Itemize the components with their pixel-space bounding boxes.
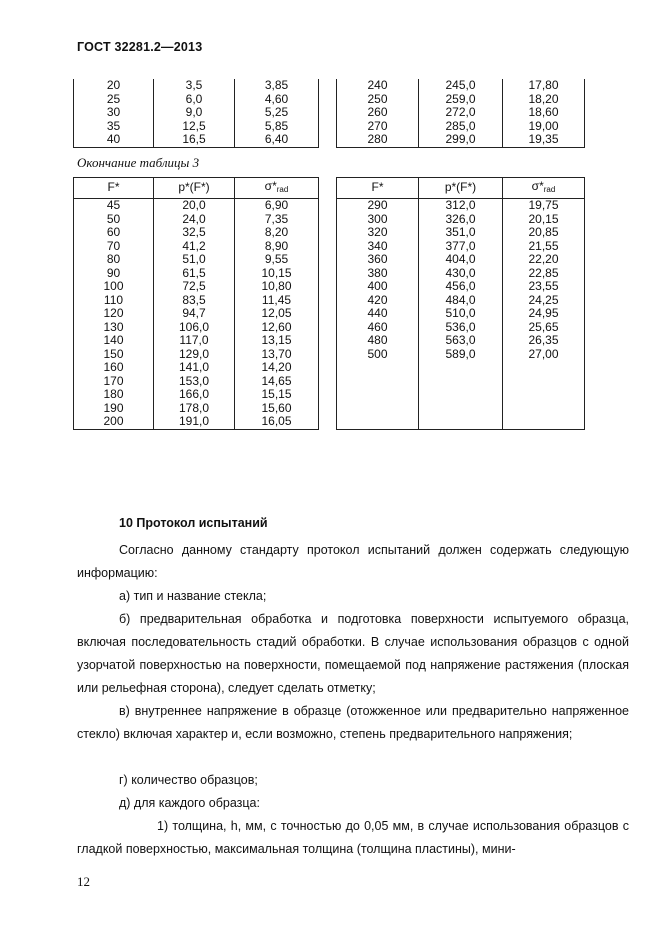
cell-sigma: 5,85 xyxy=(235,120,319,134)
table-row xyxy=(74,213,319,227)
cell-pf: 245,0 xyxy=(419,79,503,93)
cell-f: 60 xyxy=(74,226,154,240)
table-row xyxy=(74,415,319,429)
cell-f: 190 xyxy=(74,402,154,416)
cell-sigma xyxy=(503,402,585,416)
cell-sigma: 24,25 xyxy=(503,294,585,308)
cell-pf: 41,2 xyxy=(154,240,235,254)
cell-pf: 94,7 xyxy=(154,307,235,321)
cell-sigma: 23,55 xyxy=(503,280,585,294)
cell-pf: 178,0 xyxy=(154,402,235,416)
cell-sigma xyxy=(503,375,585,389)
paragraph-item-g: г) количество образцов; xyxy=(119,773,258,787)
header-sigma xyxy=(503,178,585,199)
cell-sigma: 4,60 xyxy=(235,93,319,107)
cell-f xyxy=(337,375,419,389)
cell-sigma: 26,35 xyxy=(503,334,585,348)
cell-f: 280 xyxy=(337,133,419,147)
cell-f: 80 xyxy=(74,253,154,267)
cell-sigma: 7,35 xyxy=(235,213,319,227)
cell-f: 35 xyxy=(74,120,154,134)
cell-f: 100 xyxy=(74,280,154,294)
table-row xyxy=(74,253,319,267)
table-row xyxy=(337,388,585,402)
cell-f: 20 xyxy=(74,79,154,93)
cell-pf: 141,0 xyxy=(154,361,235,375)
cell-sigma xyxy=(503,415,585,429)
table-row xyxy=(74,375,319,389)
cell-pf: 536,0 xyxy=(419,321,503,335)
cell-sigma: 8,90 xyxy=(235,240,319,254)
table-row xyxy=(337,361,585,375)
cell-pf xyxy=(419,402,503,416)
cell-sigma: 5,25 xyxy=(235,106,319,120)
cell-pf: 51,0 xyxy=(154,253,235,267)
cell-sigma: 10,15 xyxy=(235,267,319,281)
cell-f: 45 xyxy=(74,199,154,213)
cell-f: 150 xyxy=(74,348,154,362)
cell-pf xyxy=(419,388,503,402)
header-f: F* xyxy=(337,178,419,199)
cell-pf: 510,0 xyxy=(419,307,503,321)
cell-sigma: 27,00 xyxy=(503,348,585,362)
table-row xyxy=(74,93,319,107)
cell-f: 500 xyxy=(337,348,419,362)
cell-sigma: 15,15 xyxy=(235,388,319,402)
cell-sigma: 25,65 xyxy=(503,321,585,335)
cell-sigma: 14,65 xyxy=(235,375,319,389)
table-row xyxy=(337,348,585,362)
cell-sigma: 21,55 xyxy=(503,240,585,254)
cell-f: 320 xyxy=(337,226,419,240)
sigma-symbol: σ* xyxy=(264,178,277,193)
table-row xyxy=(74,361,319,375)
cell-pf: 351,0 xyxy=(419,226,503,240)
page-number: 12 xyxy=(77,874,90,889)
cell-pf: 6,0 xyxy=(154,93,235,107)
table-row xyxy=(74,240,319,254)
cell-sigma: 19,35 xyxy=(503,133,585,147)
table-row xyxy=(337,415,585,429)
paragraph-intro: Согласно данному стандарту протокол испытаний должен содержать следующую информацию: xyxy=(77,543,629,580)
table-row xyxy=(74,334,319,348)
table-row xyxy=(337,402,585,416)
cell-f: 270 xyxy=(337,120,419,134)
cell-sigma: 13,15 xyxy=(235,334,319,348)
cell-pf: 430,0 xyxy=(419,267,503,281)
cell-sigma: 13,70 xyxy=(235,348,319,362)
cell-sigma: 11,45 xyxy=(235,294,319,308)
cell-pf: 61,5 xyxy=(154,267,235,281)
table-row xyxy=(74,280,319,294)
cell-pf xyxy=(419,361,503,375)
sigma-subscript: rad xyxy=(543,184,556,194)
table-row xyxy=(337,307,585,321)
paragraph-item-a: а) тип и название стекла; xyxy=(119,589,267,603)
cell-pf: 72,5 xyxy=(154,280,235,294)
table-caption: Окончание таблицы 3 xyxy=(77,155,200,170)
cell-pf: 16,5 xyxy=(154,133,235,147)
table-row xyxy=(74,199,319,213)
table-row xyxy=(337,120,585,134)
cell-sigma: 6,90 xyxy=(235,199,319,213)
cell-f: 480 xyxy=(337,334,419,348)
cell-pf: 259,0 xyxy=(419,93,503,107)
table-row xyxy=(337,375,585,389)
cell-pf: 377,0 xyxy=(419,240,503,254)
cell-pf: 272,0 xyxy=(419,106,503,120)
paragraph-item-d1: 1) толщина, h, мм, с точностью до 0,05 мм, в случае использования образцов с гладкой поверхностью, максимальная толщина (толщина пластины), мини- xyxy=(77,819,629,856)
header-sigma xyxy=(235,178,319,199)
table-row xyxy=(337,93,585,107)
cell-pf xyxy=(419,415,503,429)
cell-pf: 3,5 xyxy=(154,79,235,93)
table-main-right xyxy=(336,177,585,430)
table-row xyxy=(337,240,585,254)
cell-pf: 326,0 xyxy=(419,213,503,227)
cell-f: 110 xyxy=(74,294,154,308)
table-row xyxy=(74,106,319,120)
cell-f: 380 xyxy=(337,267,419,281)
table-row xyxy=(74,321,319,335)
table-row xyxy=(74,79,319,93)
header-pf: p*(F*) xyxy=(154,178,235,199)
cell-sigma: 16,05 xyxy=(235,415,319,429)
table-row xyxy=(337,199,585,213)
cell-pf: 589,0 xyxy=(419,348,503,362)
table-top-right xyxy=(336,79,585,148)
table-row xyxy=(74,120,319,134)
cell-f: 460 xyxy=(337,321,419,335)
cell-pf: 24,0 xyxy=(154,213,235,227)
cell-f: 140 xyxy=(74,334,154,348)
table-row xyxy=(337,106,585,120)
table-row xyxy=(337,253,585,267)
cell-pf: 83,5 xyxy=(154,294,235,308)
cell-sigma: 22,85 xyxy=(503,267,585,281)
cell-pf: 32,5 xyxy=(154,226,235,240)
cell-sigma: 18,20 xyxy=(503,93,585,107)
cell-sigma: 6,40 xyxy=(235,133,319,147)
cell-sigma: 10,80 xyxy=(235,280,319,294)
section-title: 10 Протокол испытаний xyxy=(119,516,268,530)
sigma-symbol: σ* xyxy=(531,178,544,193)
cell-sigma: 14,20 xyxy=(235,361,319,375)
paragraph-item-b: б) предварительная обработка и подготовка поверхности испытуемого образца, включая последовательность стадий обработки. В случае использования образцов с одной узорчатой поверхностью на поверхности, помещаемой под напряжение растяжения (плоская или рельефная сторона), следует сделать отметку; xyxy=(77,612,629,695)
cell-f: 200 xyxy=(74,415,154,429)
cell-sigma xyxy=(503,388,585,402)
paragraph-item-v: в) внутреннее напряжение в образце (отожженное или предварительно напряженное стекло) включая характер и, если возможно, степень предварительного напряжения; xyxy=(77,704,629,741)
cell-pf xyxy=(419,375,503,389)
cell-pf: 404,0 xyxy=(419,253,503,267)
cell-sigma: 19,00 xyxy=(503,120,585,134)
cell-pf: 12,5 xyxy=(154,120,235,134)
cell-pf: 129,0 xyxy=(154,348,235,362)
cell-f: 120 xyxy=(74,307,154,321)
table-row xyxy=(74,226,319,240)
cell-pf: 191,0 xyxy=(154,415,235,429)
cell-sigma: 19,75 xyxy=(503,199,585,213)
header-f: F* xyxy=(74,178,154,199)
cell-sigma: 20,85 xyxy=(503,226,585,240)
table-row xyxy=(337,334,585,348)
cell-f: 290 xyxy=(337,199,419,213)
cell-f: 240 xyxy=(337,79,419,93)
cell-pf: 312,0 xyxy=(419,199,503,213)
cell-sigma: 22,20 xyxy=(503,253,585,267)
cell-f: 440 xyxy=(337,307,419,321)
table-row xyxy=(337,267,585,281)
cell-sigma: 9,55 xyxy=(235,253,319,267)
table-row xyxy=(74,348,319,362)
cell-f: 70 xyxy=(74,240,154,254)
cell-f: 360 xyxy=(337,253,419,267)
cell-f: 340 xyxy=(337,240,419,254)
cell-f: 50 xyxy=(74,213,154,227)
table-row xyxy=(74,388,319,402)
table-row xyxy=(337,213,585,227)
cell-sigma: 15,60 xyxy=(235,402,319,416)
paragraph-item-d: д) для каждого образца: xyxy=(119,796,260,810)
cell-pf: 456,0 xyxy=(419,280,503,294)
cell-pf: 117,0 xyxy=(154,334,235,348)
table-row xyxy=(74,307,319,321)
cell-sigma xyxy=(503,361,585,375)
cell-pf: 153,0 xyxy=(154,375,235,389)
cell-sigma: 17,80 xyxy=(503,79,585,93)
table-row xyxy=(337,226,585,240)
cell-f: 40 xyxy=(74,133,154,147)
cell-sigma: 12,05 xyxy=(235,307,319,321)
cell-f: 250 xyxy=(337,93,419,107)
cell-f: 25 xyxy=(74,93,154,107)
cell-pf: 299,0 xyxy=(419,133,503,147)
sigma-subscript: rad xyxy=(276,184,289,194)
document-header: ГОСТ 32281.2—2013 xyxy=(77,40,203,54)
cell-pf: 166,0 xyxy=(154,388,235,402)
header-pf: p*(F*) xyxy=(419,178,503,199)
cell-f xyxy=(337,388,419,402)
cell-f: 160 xyxy=(74,361,154,375)
cell-pf: 9,0 xyxy=(154,106,235,120)
cell-pf: 563,0 xyxy=(419,334,503,348)
table-row xyxy=(74,294,319,308)
cell-pf: 106,0 xyxy=(154,321,235,335)
cell-f: 300 xyxy=(337,213,419,227)
cell-sigma: 20,15 xyxy=(503,213,585,227)
cell-f xyxy=(337,415,419,429)
table-row xyxy=(337,79,585,93)
cell-sigma: 24,95 xyxy=(503,307,585,321)
cell-f: 180 xyxy=(74,388,154,402)
cell-f xyxy=(337,361,419,375)
table-row xyxy=(74,133,319,147)
cell-sigma: 12,60 xyxy=(235,321,319,335)
cell-pf: 285,0 xyxy=(419,120,503,134)
cell-f: 30 xyxy=(74,106,154,120)
table-row xyxy=(74,267,319,281)
cell-f: 260 xyxy=(337,106,419,120)
table-row xyxy=(74,402,319,416)
cell-sigma: 8,20 xyxy=(235,226,319,240)
table-top-left xyxy=(73,79,319,148)
table-row xyxy=(337,280,585,294)
cell-f: 400 xyxy=(337,280,419,294)
cell-f: 130 xyxy=(74,321,154,335)
cell-f: 170 xyxy=(74,375,154,389)
table-row xyxy=(337,133,585,147)
cell-f: 90 xyxy=(74,267,154,281)
cell-pf: 484,0 xyxy=(419,294,503,308)
table-row xyxy=(337,321,585,335)
table-row xyxy=(337,294,585,308)
cell-sigma: 3,85 xyxy=(235,79,319,93)
cell-sigma: 18,60 xyxy=(503,106,585,120)
cell-pf: 20,0 xyxy=(154,199,235,213)
cell-f: 420 xyxy=(337,294,419,308)
cell-f xyxy=(337,402,419,416)
table-main-left xyxy=(73,177,319,430)
